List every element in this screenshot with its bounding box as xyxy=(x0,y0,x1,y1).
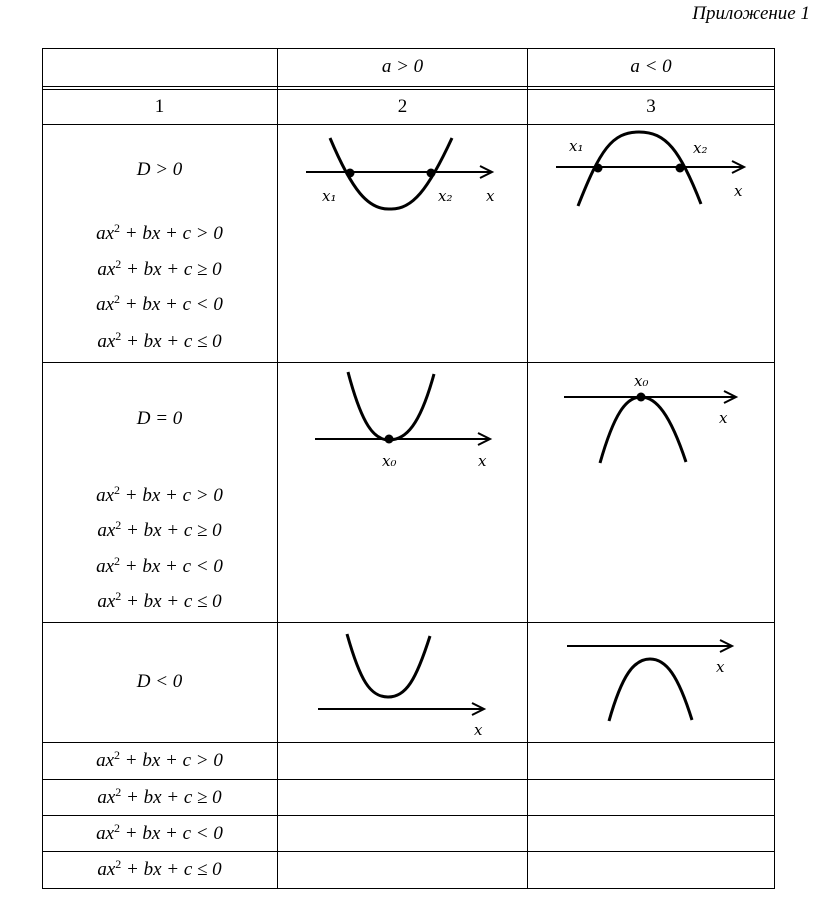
ineq-exp: 2 xyxy=(114,820,121,835)
ineq-rest: + bx + c > 0 xyxy=(120,750,223,771)
axis-label-x: x xyxy=(474,721,483,739)
ineq-rest: + bx + c ≥ 0 xyxy=(121,786,222,808)
ineq-rest: + bx + c ≥ 0 xyxy=(121,259,222,280)
ineq-rest: + bx + c < 0 xyxy=(120,822,223,844)
col-number-3: 3 xyxy=(646,96,656,117)
axis-label-x: x xyxy=(719,409,728,427)
axis-label-x: x xyxy=(486,187,495,205)
ineq-rest: + bx + c ≥ 0 xyxy=(121,520,222,541)
ineq-exp: 2 xyxy=(115,257,122,271)
ineq-lhs: ax xyxy=(97,591,116,612)
ineq-lhs: ax xyxy=(97,259,116,280)
ineq-rest: + bx + c ≤ 0 xyxy=(121,331,222,352)
header-col2: a > 0 xyxy=(381,56,424,77)
ineq-exp: 2 xyxy=(114,292,121,306)
ineq-rest: + bx + c < 0 xyxy=(120,556,223,577)
ineq-lhs: ax xyxy=(96,822,115,844)
ineq-lhs: ax xyxy=(97,786,116,808)
root-label-x1: x₁ xyxy=(569,137,584,155)
discriminant-positive: D > 0 xyxy=(136,159,183,180)
ineq-rest: + bx + c ≤ 0 xyxy=(121,859,222,880)
ineq-lhs: ax xyxy=(97,331,116,352)
axis-label-x: x xyxy=(716,658,725,676)
axis-arrow xyxy=(567,640,732,652)
ineq-lhs: ax xyxy=(96,750,115,771)
ineq-exp: 2 xyxy=(115,857,122,871)
ineq-exp: 2 xyxy=(115,589,122,603)
ineq-exp: 2 xyxy=(115,518,122,532)
col-number-1: 1 xyxy=(154,96,165,117)
ineq-lhs: ax xyxy=(96,485,115,506)
axis-label-x: x xyxy=(734,182,743,200)
ineq-rest: + bx + c > 0 xyxy=(120,485,223,506)
ineq-rest: + bx + c ≤ 0 xyxy=(121,591,222,612)
root-label-x0: x₀ xyxy=(382,452,397,470)
ineq-lhs: ax xyxy=(96,556,115,577)
ineq-exp: 2 xyxy=(114,554,121,568)
ineq-lhs: ax xyxy=(96,294,115,315)
ineq-exp: 2 xyxy=(114,483,121,497)
ineq-exp: 2 xyxy=(114,748,121,762)
header-col3: a < 0 xyxy=(630,56,672,77)
root-label-x0: x₀ xyxy=(634,372,649,390)
appendix-label: Приложение 1 xyxy=(692,3,810,24)
ineq-lhs: ax xyxy=(97,859,116,880)
ineq-rest: + bx + c > 0 xyxy=(120,223,223,244)
root-label-x2: x₂ xyxy=(438,187,453,205)
root-label-x2: x₂ xyxy=(693,139,708,157)
col-number-2: 2 xyxy=(397,96,408,117)
ineq-exp: 2 xyxy=(114,221,121,235)
root-label-x1: x₁ xyxy=(322,187,337,205)
ineq-lhs: ax xyxy=(97,520,116,541)
ineq-exp: 2 xyxy=(115,329,122,343)
discriminant-zero: D = 0 xyxy=(136,408,183,429)
axis-label-x: x xyxy=(478,452,487,470)
ineq-rest: + bx + c < 0 xyxy=(120,294,223,315)
parabola-curve xyxy=(609,659,692,721)
discriminant-negative: D < 0 xyxy=(136,671,183,692)
ineq-exp: 2 xyxy=(115,784,122,799)
ineq-lhs: ax xyxy=(96,223,115,244)
